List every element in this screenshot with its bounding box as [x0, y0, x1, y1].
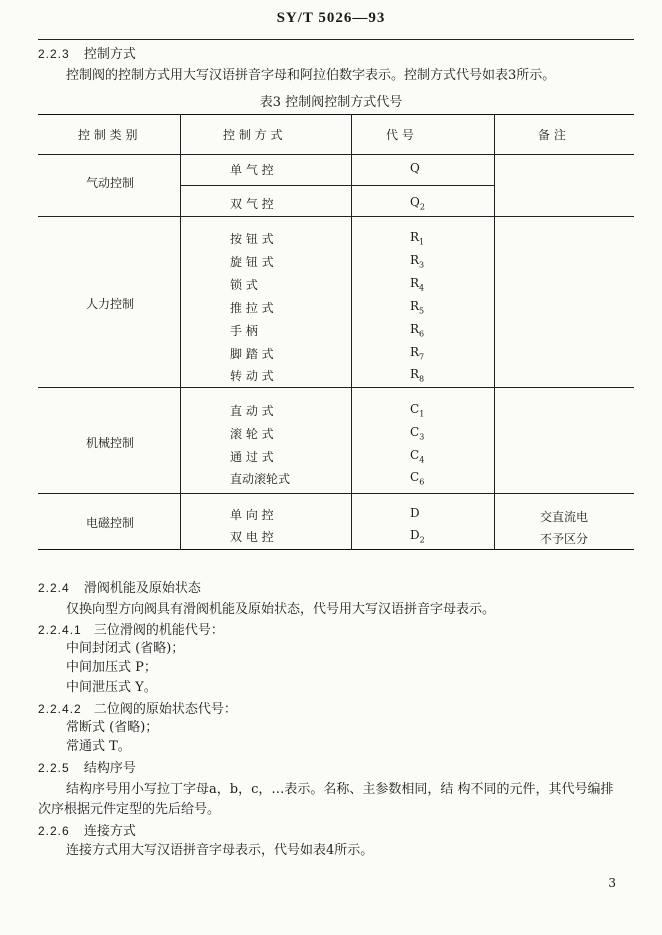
section-title: 三位滑阀的机能代号： [93, 623, 224, 638]
method-cell: 直动滚轮式 [230, 472, 291, 486]
section-2-2-3 [38, 46, 136, 63]
column-rule [494, 114, 495, 550]
paragraph-2-2-5: 结构序号用小写拉丁字母a，b，c，…表示。名称、主参数相同，结 构不同的元件，其代号编排 [66, 782, 614, 797]
group-divider [38, 493, 634, 494]
header-code: 代 号 [386, 128, 414, 142]
table-header-rule [38, 154, 634, 155]
section-title: 二位阀的原始状态代号： [93, 702, 237, 717]
code-cell: $C_1$ [410, 402, 425, 419]
header-method: 控 制 方 式 [223, 128, 283, 142]
group-name-solenoid: 电磁控制 [86, 516, 135, 530]
code-cell: $R_1$ [410, 230, 425, 247]
method-cell: 旋 钮 式 [230, 255, 274, 269]
code-cell: $D_2$ [410, 528, 425, 545]
section-number: 2.2.6 [38, 824, 70, 838]
section-2-2-4-1 [38, 622, 224, 639]
group-divider [38, 216, 634, 217]
section-2-2-5 [38, 760, 136, 777]
section-number: 2.2.4.1 [38, 623, 82, 637]
section-title: 滑阀机能及原始状态 [83, 581, 201, 596]
paragraph-2-2-5-cont: 次序根据元件定型的先后给号。 [38, 802, 221, 817]
table3-caption: 表3 控制阀控制方式代号 [259, 95, 403, 110]
list-item: 常断式 (省略)； [66, 720, 159, 735]
code-cell: $R_3$ [410, 253, 425, 270]
code-cell: $R_4$ [410, 276, 425, 293]
column-rule [351, 114, 352, 550]
section-number: 2.2.4.2 [38, 702, 82, 716]
column-rule [180, 114, 181, 550]
method-cell: 推 拉 式 [230, 301, 274, 315]
method-cell: 转 动 式 [230, 369, 274, 383]
row-divider [180, 185, 494, 186]
section-title: 控制方式 [83, 47, 136, 62]
page-number: 3 [608, 876, 616, 890]
section-title: 连接方式 [83, 824, 136, 839]
table-bottom-rule [38, 549, 634, 550]
remark-cell: 交直流电 [540, 510, 589, 524]
group-name-mechanical: 机械控制 [86, 436, 135, 450]
remark-cell: 不予区分 [540, 532, 589, 546]
method-cell: 通 过 式 [230, 450, 274, 464]
paragraph-2-2-6: 连接方式用大写汉语拼音字母表示，代号如表4所示。 [66, 843, 374, 858]
code-cell: $C_3$ [410, 425, 425, 442]
header-remark: 备 注 [538, 128, 566, 142]
table-top-rule [38, 114, 634, 115]
code-cell: $C_6$ [410, 470, 425, 487]
section-title: 结构序号 [83, 761, 136, 776]
group-divider [38, 387, 634, 388]
method-cell: 单 气 控 [230, 163, 274, 177]
list-item: 中间加压式 P； [66, 660, 157, 675]
group-name-manual: 人力控制 [86, 297, 135, 311]
section-number: 2.2.4 [38, 581, 70, 595]
method-cell: 按 钮 式 [230, 232, 274, 246]
list-item: 中间封闭式 (省略)； [66, 641, 185, 656]
standard-header: SY/T 5026—93 [276, 10, 386, 26]
method-cell: 单 向 控 [230, 508, 274, 522]
method-cell: 锁 式 [230, 278, 258, 292]
group-name-pneumatic: 气动控制 [86, 176, 135, 190]
code-cell: $R_6$ [410, 322, 425, 339]
method-cell: 双 电 控 [230, 530, 274, 544]
header-category: 控 制 类 别 [78, 128, 138, 142]
code-cell: $R_5$ [410, 299, 425, 316]
section-number: 2.2.3 [38, 47, 70, 61]
method-cell: 滚 轮 式 [230, 427, 274, 441]
section-2-2-6 [38, 823, 136, 840]
list-item: 常通式 T。 [66, 739, 131, 754]
section-2-2-4 [38, 580, 201, 597]
code-cell: D [410, 506, 420, 520]
code-cell: $Q_2$ [410, 195, 425, 212]
code-cell: $R_8$ [410, 367, 425, 384]
paragraph-2-2-3: 控制阀的控制方式用大写汉语拼音字母和阿拉伯数字表示。控制方式代号如表3所示。 [66, 68, 556, 83]
method-cell: 双 气 控 [230, 197, 274, 211]
table3 [38, 114, 634, 550]
method-cell: 脚 踏 式 [230, 347, 274, 361]
section-number: 2.2.5 [38, 761, 70, 775]
paragraph-2-2-4: 仅换向型方向阀具有滑阀机能及原始状态，代号用大写汉语拼音字母表示。 [66, 602, 496, 617]
code-cell: Q [410, 161, 420, 175]
list-item: 中间泄压式 Y。 [66, 680, 157, 695]
method-cell: 直 动 式 [230, 404, 274, 418]
code-cell: $C_4$ [410, 448, 425, 465]
section-2-2-4-2 [38, 701, 237, 718]
method-cell: 手 柄 [230, 324, 258, 338]
code-cell: $R_7$ [410, 345, 425, 362]
header-rule [38, 39, 634, 40]
